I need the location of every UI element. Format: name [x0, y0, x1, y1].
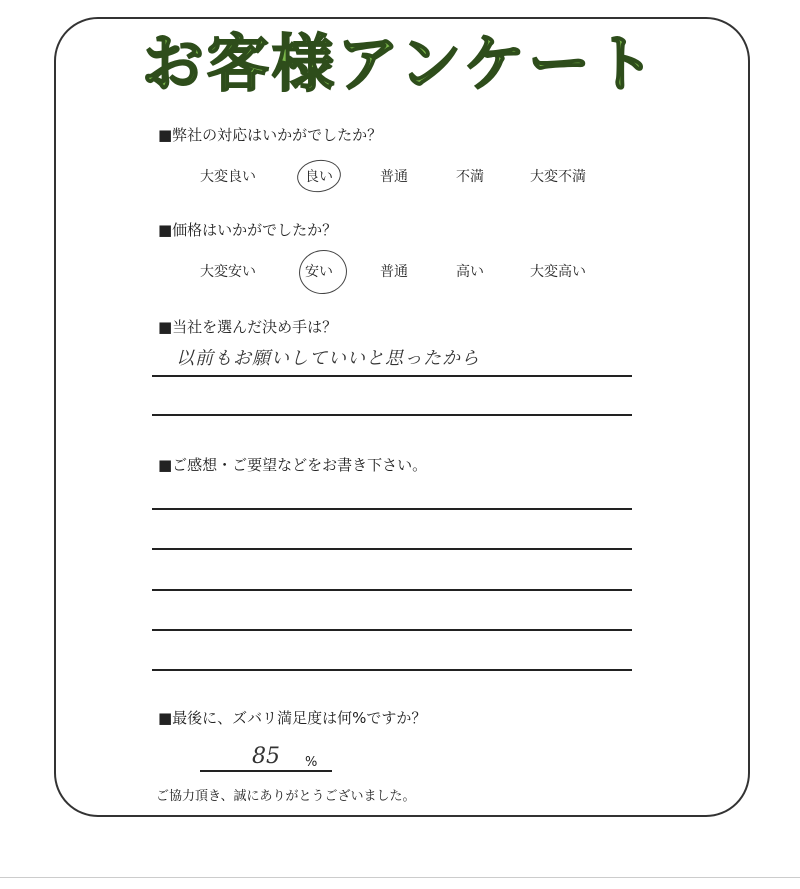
option-price-cheap[interactable]: 安い	[305, 264, 333, 280]
comment-line	[152, 508, 632, 510]
option-price-expensive[interactable]: 高い	[456, 264, 484, 280]
question-satisfaction: ■最後に、ズバリ満足度は何%ですか？	[158, 709, 427, 727]
option-service-very-good[interactable]: 大変良い	[200, 169, 256, 185]
option-service-very-unsatisfied[interactable]: 大変不満	[530, 169, 586, 185]
option-price-very-cheap[interactable]: 大変安い	[200, 264, 256, 280]
survey-title: お客様アンケート	[141, 27, 659, 100]
answer-line	[152, 414, 632, 416]
option-price-very-expensive[interactable]: 大変高い	[530, 264, 586, 280]
answer-line	[152, 375, 632, 377]
option-service-unsatisfied[interactable]: 不満	[456, 169, 484, 185]
question-price: ■価格はいかがでしたか？	[158, 221, 338, 239]
footer-thanks: ご協力頂き、誠にありがとうございました。	[156, 789, 416, 804]
comment-line	[152, 589, 632, 591]
scan-edge	[0, 877, 800, 878]
option-price-normal[interactable]: 普通	[380, 264, 408, 280]
comment-line	[152, 629, 632, 631]
comment-line	[152, 669, 632, 671]
satisfaction-line	[200, 770, 332, 772]
option-service-normal[interactable]: 普通	[380, 169, 408, 185]
satisfaction-value[interactable]: 85	[252, 744, 280, 769]
answer-reason[interactable]: 以前もお願いしていいと思ったから	[176, 348, 480, 369]
question-service: ■弊社の対応はいかがでしたか？	[158, 126, 383, 144]
question-comments: ■ご感想・ご要望などをお書き下さい。	[158, 456, 428, 474]
percent-unit: %	[305, 755, 318, 770]
question-reason: ■当社を選んだ決め手は？	[158, 318, 338, 336]
option-service-good[interactable]: 良い	[305, 169, 333, 185]
comment-line	[152, 548, 632, 550]
